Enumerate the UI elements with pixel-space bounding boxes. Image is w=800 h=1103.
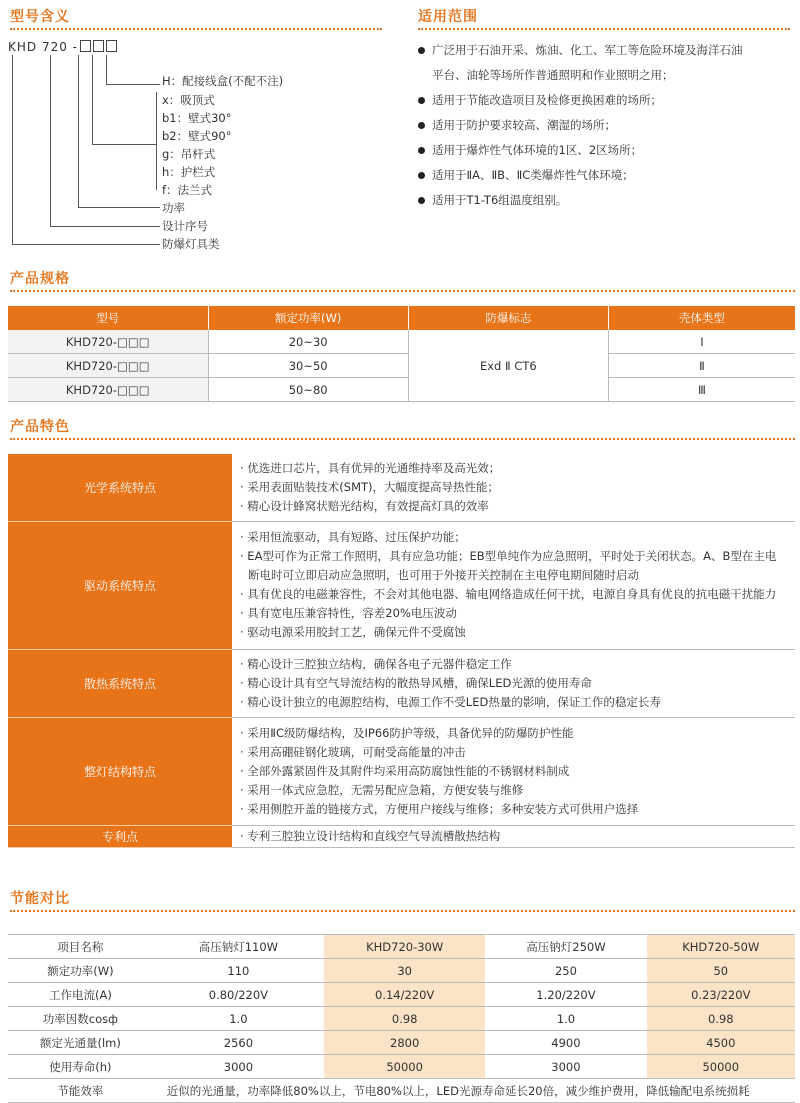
- row-label: 额定光通量(lm): [8, 1031, 153, 1055]
- energy-table: [8, 934, 795, 1103]
- table-cell: 0.14/220V: [324, 983, 485, 1007]
- diagram-line: [50, 55, 51, 227]
- diagram-line: [92, 55, 93, 145]
- feature-content: · 精心设计三腔独立结构，确保各电子元器件稳定工作 · 精心设计具有空气导流结构的散热导风槽，确保LED光源的使用寿命 · 精心设计独立的电源腔结构，电源工作不受LED热量的影响，保证工作的稳定长寿: [232, 649, 795, 717]
- diagram-line: [12, 244, 160, 245]
- diagram-line: [92, 144, 157, 145]
- placeholder-box: [93, 40, 104, 52]
- table-cell: 110: [153, 959, 324, 983]
- diagram-label-h: H：配接线盒(不配不注): [162, 74, 284, 88]
- table-cell: 50000: [324, 1055, 485, 1079]
- column-header: KHD720-50W: [647, 935, 795, 959]
- scope-title: 适用范围: [418, 9, 478, 25]
- summary-text: 近似的光通量，功率降低80%以上，节电80%以上，LED光源寿命延长20倍，减少维护费用，降低输配电系统损耗: [153, 1079, 795, 1103]
- feature-content: · 采用ⅡC级防爆结构，及IP66防护等级，具备优异的防爆防护性能 · 采用高硼硅钢化玻璃，可耐受高能量的冲击 · 全部外露紧固件及其附件均采用高防腐蚀性能的不锈钢材料制成 · 采用一体式应急腔，无需另配应急箱，方便安装与维修 · 采用侧腔开盖的链接方式，方便用户接线与维修；多种安装方式可供用户选择: [232, 717, 795, 825]
- diagram-line: [50, 226, 160, 227]
- table-cell: 1.0: [153, 1007, 324, 1031]
- features-title: 产品特色: [10, 419, 70, 435]
- column-header: 额定功率(W): [208, 306, 408, 330]
- feature-row: [8, 825, 795, 847]
- table-cell: 0.80/220V: [153, 983, 324, 1007]
- scope-list: [418, 38, 743, 213]
- feature-content: · 专利三腔独立设计结构和直线空气导流槽散热结构: [232, 825, 795, 847]
- feature-content: · 优选进口芯片，具有优异的光通维持率及高光效； · 采用表面贴装技术(SMT)，大幅度提高导热性能； · 精心设计蜂窝状赔光结构，有效提高灯具的效率: [232, 454, 795, 521]
- table-cell: 0.98: [324, 1007, 485, 1031]
- cell-model: KHD720-□□□: [8, 330, 208, 354]
- list-item: 平台、油轮等场所作普通照明和作业照明之用；: [432, 68, 674, 82]
- row-label: 工作电流(A): [8, 983, 153, 1007]
- diagram-line: [106, 84, 160, 85]
- diagram-label-f: f：法兰式: [162, 183, 213, 197]
- table-row: [8, 330, 795, 354]
- bullet-icon: [418, 172, 425, 179]
- table-cell: 4900: [485, 1031, 646, 1055]
- column-header: 防爆标志: [408, 306, 608, 330]
- section-divider: [10, 910, 795, 912]
- placeholder-box: [80, 40, 91, 52]
- feature-row: [8, 454, 795, 521]
- table-header-row: [8, 306, 795, 330]
- model-code-text: KHD 720 -: [8, 40, 78, 54]
- diagram-label-x: x：吸顶式: [162, 93, 215, 107]
- energy-title: 节能对比: [10, 891, 70, 907]
- features-table: [8, 454, 795, 848]
- table-row: [8, 1007, 795, 1031]
- table-row: [8, 378, 795, 402]
- column-header: 高压钠灯110W: [153, 935, 324, 959]
- diagram-label-b1: b1：壁式30°: [162, 111, 232, 125]
- column-header: 项目名称: [8, 935, 153, 959]
- column-header: 高压钠灯250W: [485, 935, 646, 959]
- table-row: [8, 1079, 795, 1103]
- cell-shell: Ⅲ: [608, 378, 795, 402]
- list-item: 适用于节能改造项目及检修更换困难的场所；: [418, 88, 743, 113]
- diagram-label-b2: b2：壁式90°: [162, 129, 232, 143]
- cell-model: KHD720-□□□: [8, 354, 208, 378]
- table-cell: 2560: [153, 1031, 324, 1055]
- spec-title: 产品规格: [10, 271, 70, 287]
- feature-label: 光学系统特点: [8, 454, 232, 521]
- bullet-icon: [418, 147, 425, 154]
- cell-power: 50~80: [208, 378, 408, 402]
- bullet-icon: [418, 97, 425, 104]
- feature-label: 散热系统特点: [8, 649, 232, 717]
- row-label: 节能效率: [8, 1079, 153, 1103]
- list-item: 适用于ⅡA、ⅡB、ⅡC类爆炸性气体环境；: [418, 163, 743, 188]
- model-code: [8, 40, 117, 54]
- table-row: [8, 959, 795, 983]
- section-divider: [10, 28, 382, 30]
- cell-shell: Ⅱ: [608, 354, 795, 378]
- table-cell: 2800: [324, 1031, 485, 1055]
- list-item: 适用于爆炸性气体环境的1区、2区场所；: [418, 138, 743, 163]
- table-cell: 0.23/220V: [647, 983, 795, 1007]
- diagram-label-design-no: 设计序号: [162, 219, 208, 233]
- column-header: 型号: [8, 306, 208, 330]
- feature-row: [8, 649, 795, 717]
- diagram-line: [78, 55, 79, 208]
- diagram-label-g: g：吊杆式: [162, 147, 216, 161]
- table-cell: 3000: [485, 1055, 646, 1079]
- diagram-line: [156, 92, 157, 190]
- placeholder-box: [106, 40, 117, 52]
- feature-row: [8, 717, 795, 825]
- bullet-icon: [418, 197, 425, 204]
- section-divider: [10, 438, 795, 440]
- row-label: 额定功率(W): [8, 959, 153, 983]
- table-row: [8, 1055, 795, 1079]
- bullet-icon: [418, 122, 425, 129]
- feature-row: [8, 521, 795, 649]
- table-row: [8, 983, 795, 1007]
- feature-label: 专利点: [8, 825, 232, 847]
- diagram-label-h-rail: h：护栏式: [162, 165, 216, 179]
- table-cell: 4500: [647, 1031, 795, 1055]
- table-row: [8, 1031, 795, 1055]
- table-cell: 3000: [153, 1055, 324, 1079]
- diagram-label-lamp-class: 防爆灯具类: [162, 237, 220, 251]
- table-cell: 50000: [647, 1055, 795, 1079]
- table-cell: 1.0: [485, 1007, 646, 1031]
- column-header: KHD720-30W: [324, 935, 485, 959]
- diagram-line: [12, 55, 13, 245]
- table-cell: 50: [647, 959, 795, 983]
- table-cell: 250: [485, 959, 646, 983]
- model-meaning-title: 型号含义: [10, 9, 70, 25]
- table-cell: 1.20/220V: [485, 983, 646, 1007]
- diagram-line: [106, 55, 107, 85]
- bullet-icon: [418, 47, 425, 54]
- feature-content: · 采用恒流驱动，具有短路、过压保护功能； · EA型可作为正常工作照明，具有应急功能；EB型单纯作为应急照明，平时处于关闭状态。A、B型在主电 断电时可立即启动应急照明，也可用于外接开关控制在主电停电期间随时启动 · 具有优良的电磁兼容性，不会对其他电器、输电网络造成任何干扰，电源自身具有优良的抗电磁干扰能力 · 具有宽电压兼容特性，容差20%电压波动 · 驱动电源采用胶封工艺，确保元件不受腐蚀: [232, 521, 795, 649]
- spec-table: [8, 306, 795, 402]
- list-item: 适用于T1-T6组温度组别。: [418, 188, 743, 213]
- feature-label: 整灯结构特点: [8, 717, 232, 825]
- cell-power: 30~50: [208, 354, 408, 378]
- cell-shell: Ⅰ: [608, 330, 795, 354]
- section-divider: [10, 290, 795, 292]
- table-cell: 30: [324, 959, 485, 983]
- feature-label: 驱动系统特点: [8, 521, 232, 649]
- row-label: 功率因数cosф: [8, 1007, 153, 1031]
- list-item: 广泛用于石油开采、炼油、化工、军工等危险环境及海洋石油: [418, 38, 743, 63]
- cell-ex-mark: Exd Ⅱ CT6: [408, 330, 608, 402]
- column-header: 壳体类型: [608, 306, 795, 330]
- cell-model: KHD720-□□□: [8, 378, 208, 402]
- diagram-label-power: 功率: [162, 201, 185, 215]
- row-label: 使用寿命(h): [8, 1055, 153, 1079]
- table-cell: 0.98: [647, 1007, 795, 1031]
- list-item: 适用于防护要求较高、潮湿的场所；: [418, 113, 743, 138]
- diagram-line: [78, 207, 160, 208]
- table-header-row: [8, 935, 795, 959]
- cell-power: 20~30: [208, 330, 408, 354]
- section-divider: [418, 28, 790, 30]
- table-row: [8, 354, 795, 378]
